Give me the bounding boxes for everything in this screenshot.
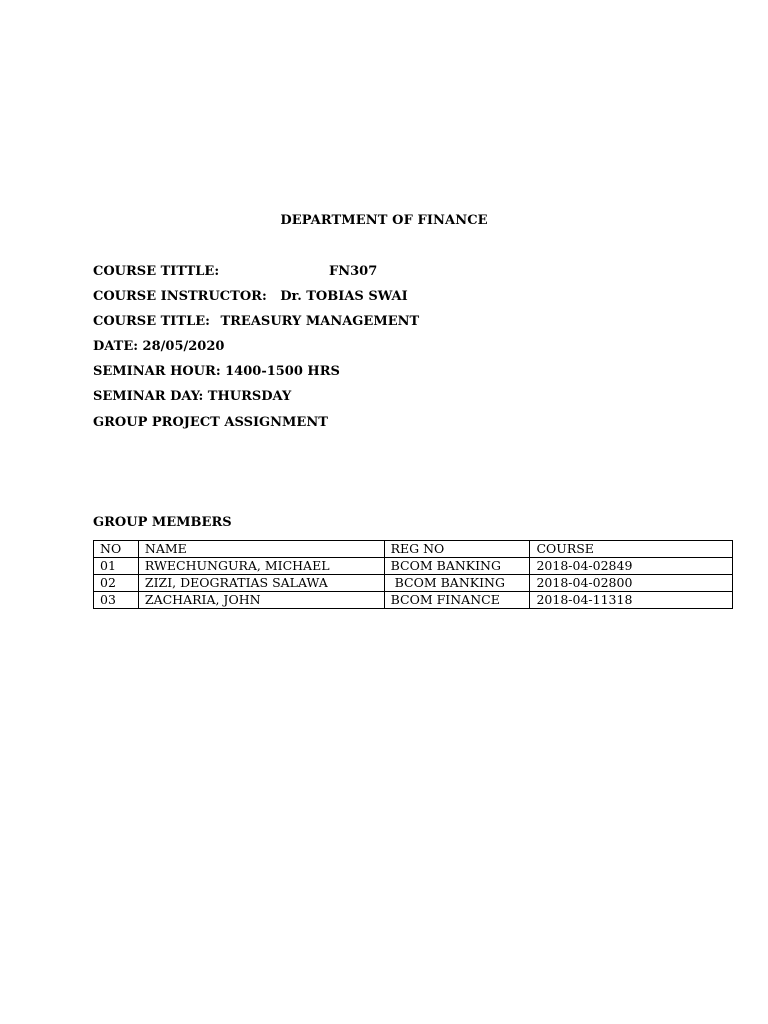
cell-name: RWECHUNGURA, MICHAEL	[138, 558, 384, 575]
cell-no: 02	[94, 575, 139, 592]
table-row	[94, 592, 733, 609]
cell-course: 2018-04-02849	[530, 558, 733, 575]
course-title-label: COURSE TITLE:	[93, 314, 210, 329]
group-members-table	[93, 540, 733, 609]
cell-reg-no: BCOM BANKING	[384, 575, 530, 592]
cell-course: 2018-04-02800	[530, 575, 733, 592]
cell-no: 01	[94, 558, 139, 575]
department-heading: DEPARTMENT OF FINANCE	[280, 213, 488, 228]
assignment-line: GROUP PROJECT ASSIGNMENT	[93, 415, 328, 430]
cell-course: 2018-04-11318	[530, 592, 733, 609]
course-code-value: FN307	[329, 264, 378, 279]
table-header-row	[94, 541, 733, 558]
group-members-heading: GROUP MEMBERS	[93, 515, 232, 530]
course-code-line	[93, 264, 378, 279]
cell-reg-no: BCOM BANKING	[384, 558, 530, 575]
date-line: DATE: 28/05/2020	[93, 339, 225, 354]
seminar-day-line: SEMINAR DAY: THURSDAY	[93, 389, 292, 404]
table-row	[94, 575, 733, 592]
cell-reg-no: BCOM FINANCE	[384, 592, 530, 609]
cell-name: ZACHARIA, JOHN	[138, 592, 384, 609]
course-title-value: TREASURY MANAGEMENT	[220, 314, 420, 329]
cell-no: 03	[94, 592, 139, 609]
course-title-line	[93, 314, 419, 329]
header-name: NAME	[138, 541, 384, 558]
table-row	[94, 558, 733, 575]
course-instructor-line	[93, 289, 408, 304]
header-no: NO	[94, 541, 139, 558]
course-instructor-label: COURSE INSTRUCTOR:	[93, 289, 267, 304]
seminar-hour-line: SEMINAR HOUR: 1400-1500 HRS	[93, 364, 340, 379]
cell-name: ZIZI, DEOGRATIAS SALAWA	[138, 575, 384, 592]
course-code-label: COURSE TITTLE:	[93, 264, 220, 279]
header-course: COURSE	[530, 541, 733, 558]
course-instructor-value: Dr. TOBIAS SWAI	[280, 289, 408, 304]
header-reg-no: REG NO	[384, 541, 530, 558]
